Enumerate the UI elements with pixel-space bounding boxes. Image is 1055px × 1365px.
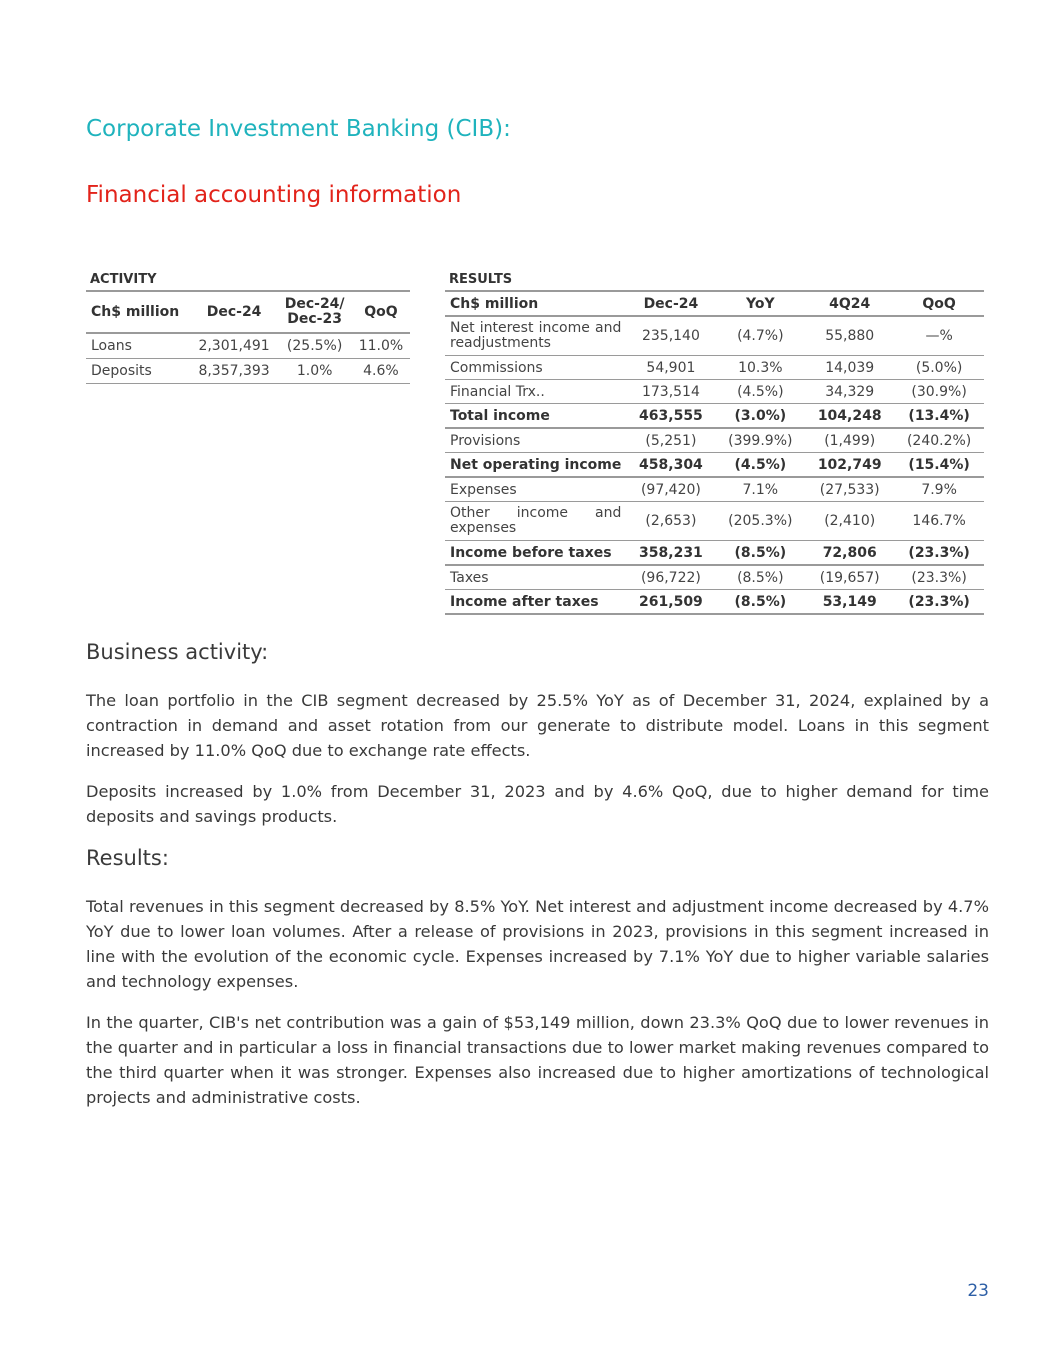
activity-header-row <box>86 291 410 333</box>
cell-value: (2,410) <box>805 502 894 541</box>
cell-value: 14,039 <box>805 356 894 380</box>
activity-col-header: Ch$ million <box>86 291 191 333</box>
table-row <box>445 316 984 356</box>
cell-value: 458,304 <box>626 453 715 478</box>
cell-value: 1.0% <box>277 359 351 384</box>
cell-value: 104,248 <box>805 404 894 429</box>
table-row <box>445 565 984 590</box>
cell-value: (8.5%) <box>715 565 805 590</box>
table-row <box>86 359 410 384</box>
row-label: Loans <box>86 333 191 359</box>
business-activity-paragraph: Deposits increased by 1.0% from December 31, 2023 and by 4.6% QoQ, due to higher demand for time deposits and savings products. <box>86 782 989 826</box>
row-label: Total income <box>445 404 626 429</box>
row-label: Provisions <box>445 428 626 453</box>
cell-value: (205.3%) <box>715 502 805 541</box>
results-header-row <box>445 291 984 316</box>
cell-value: 463,555 <box>626 404 715 429</box>
cell-value: —% <box>894 316 984 356</box>
activity-col-header: Dec-24/ Dec-23 <box>277 291 351 333</box>
cell-value: (4.5%) <box>715 453 805 478</box>
section-title: Financial accounting information <box>86 182 462 208</box>
table-row <box>445 502 984 541</box>
business-activity-title: Business activity: <box>86 640 269 664</box>
cell-value: 54,901 <box>626 356 715 380</box>
cell-value: 11.0% <box>352 333 410 359</box>
cell-value: (15.4%) <box>894 453 984 478</box>
table-row <box>445 356 984 380</box>
table-row <box>445 404 984 429</box>
cell-value: 34,329 <box>805 380 894 404</box>
cell-value: (2,653) <box>626 502 715 541</box>
cell-value: (399.9%) <box>715 428 805 453</box>
activity-table <box>86 268 410 384</box>
results-caption: RESULTS <box>449 271 513 287</box>
activity-col-header: QoQ <box>352 291 410 333</box>
cell-value: 4.6% <box>352 359 410 384</box>
row-label: Net interest income and readjustments <box>445 316 626 356</box>
cell-value: 173,514 <box>626 380 715 404</box>
table-row <box>445 541 984 566</box>
cell-value: (19,657) <box>805 565 894 590</box>
cell-value: (30.9%) <box>894 380 984 404</box>
cell-value: 235,140 <box>626 316 715 356</box>
row-label: Taxes <box>445 565 626 590</box>
cell-value: 10.3% <box>715 356 805 380</box>
cell-value: (96,722) <box>626 565 715 590</box>
cell-value: 55,880 <box>805 316 894 356</box>
row-label: Net operating income <box>445 453 626 478</box>
cell-value: (1,499) <box>805 428 894 453</box>
segment-title: Corporate Investment Banking (CIB): <box>86 116 511 142</box>
activity-caption: ACTIVITY <box>90 271 157 287</box>
cell-value: 358,231 <box>626 541 715 566</box>
cell-value: (8.5%) <box>715 541 805 566</box>
results-table <box>445 268 984 615</box>
cell-value: 146.7% <box>894 502 984 541</box>
row-label: Financial Trx.. <box>445 380 626 404</box>
cell-value: 261,509 <box>626 590 715 615</box>
table-row <box>445 453 984 478</box>
results-col-header: QoQ <box>894 291 984 316</box>
row-label: Deposits <box>86 359 191 384</box>
cell-value: (240.2%) <box>894 428 984 453</box>
cell-value: (5,251) <box>626 428 715 453</box>
results-title: Results: <box>86 846 169 870</box>
row-label: Income after taxes <box>445 590 626 615</box>
cell-value: (3.0%) <box>715 404 805 429</box>
results-paragraph: Total revenues in this segment decreased by 8.5% YoY. Net interest and adjustment income decreased by 4.7% YoY due to lower loan volumes. After a release of provisions in 2023, provisions in this segment increased in line with the evolution of the economic cycle. Expenses increased by 7.1% YoY due to higher variable salaries and technology expenses. <box>86 897 989 991</box>
results-col-header: 4Q24 <box>805 291 894 316</box>
cell-value: 53,149 <box>805 590 894 615</box>
row-label: Income before taxes <box>445 541 626 566</box>
business-activity-paragraph: The loan portfolio in the CIB segment decreased by 25.5% YoY as of December 31, 2024, explained by a contraction in demand and asset rotation from our generate to distribute model. Loans in this segment increased by 11.0% QoQ due to exchange rate effects. <box>86 691 989 760</box>
activity-col-header: Dec-24 <box>191 291 278 333</box>
cell-value: (13.4%) <box>894 404 984 429</box>
cell-value: (4.7%) <box>715 316 805 356</box>
results-col-header: Dec-24 <box>626 291 715 316</box>
row-label: Expenses <box>445 477 626 502</box>
row-label: Other income and expenses <box>445 502 626 541</box>
cell-value: 102,749 <box>805 453 894 478</box>
table-row <box>445 590 984 615</box>
table-row <box>445 477 984 502</box>
cell-value: (8.5%) <box>715 590 805 615</box>
cell-value: (23.3%) <box>894 565 984 590</box>
cell-value: (25.5%) <box>277 333 351 359</box>
results-col-header: YoY <box>715 291 805 316</box>
results-col-header: Ch$ million <box>445 291 626 316</box>
table-row <box>86 333 410 359</box>
cell-value: (23.3%) <box>894 590 984 615</box>
cell-value: 8,357,393 <box>191 359 278 384</box>
cell-value: (23.3%) <box>894 541 984 566</box>
page-number: 23 <box>967 1281 989 1301</box>
results-body <box>445 316 984 614</box>
cell-value: 7.9% <box>894 477 984 502</box>
cell-value: 72,806 <box>805 541 894 566</box>
results-paragraph: In the quarter, CIB's net contribution was a gain of $53,149 million, down 23.3% QoQ due to lower revenues in the quarter and in particular a loss in financial transactions due to lower market making revenues compared to the third quarter when it was stronger. Expenses also increased due to higher amortizations of technological projects and administrative costs. <box>86 1013 989 1107</box>
cell-value: 2,301,491 <box>191 333 278 359</box>
cell-value: (27,533) <box>805 477 894 502</box>
cell-value: (97,420) <box>626 477 715 502</box>
cell-value: (4.5%) <box>715 380 805 404</box>
cell-value: 7.1% <box>715 477 805 502</box>
cell-value: (5.0%) <box>894 356 984 380</box>
table-row <box>445 380 984 404</box>
table-row <box>445 428 984 453</box>
row-label: Commissions <box>445 356 626 380</box>
